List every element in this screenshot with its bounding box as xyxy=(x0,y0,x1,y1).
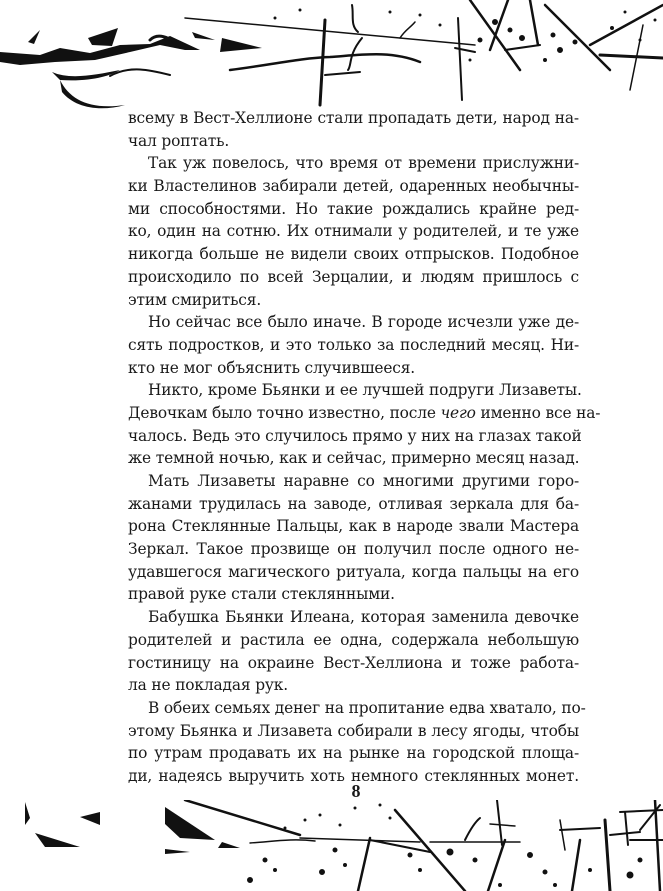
text-line: родителей и растила ее одна, содержала небольшую xyxy=(128,630,579,649)
text-line: Но сейчас все было иначе. В городе исчезли уже де- xyxy=(148,313,579,332)
text-line: происходило по всей Зерцалии, и людям пришлось с xyxy=(128,267,579,286)
text-line: же темной ночью, как и сейчас, примерно месяц назад. xyxy=(128,449,580,468)
bottom-cracked-glass-ornament xyxy=(0,800,663,891)
text-line: удавшегося магического ритуала, когда пальцы на его xyxy=(128,562,579,581)
text-line: чалось. Ведь это случилось прямо у них на глазах такой xyxy=(128,426,582,445)
text-line: Так уж повелось, что время от времени прислужни- xyxy=(148,154,579,173)
text-line: никогда больше не видели своих отпрысков. Подобное xyxy=(128,245,579,264)
page-number: 8 xyxy=(351,781,361,801)
text-line: В обеих семьях денег на пропитание едва хватало, по- xyxy=(148,698,586,717)
top-cracked-glass-ornament xyxy=(0,0,663,110)
text-line: Зеркал. Такое прозвище он получил после одного не- xyxy=(128,540,579,559)
text-line: по утрам продавать их на рынке на городской площа- xyxy=(128,744,579,763)
text-line: ки Властелинов забирали детей, одаренных необычны- xyxy=(128,177,579,196)
text-line-with-italic: Девочкам было точно известно, после чего именно все на- xyxy=(128,403,601,422)
text-line: всему в Вест-Хеллионе стали пропадать дети, народ на- xyxy=(128,109,579,127)
text-line: этому Бьянка и Лизавета собирали в лесу ягоды, чтобы xyxy=(128,721,579,740)
body-text xyxy=(128,107,601,788)
text-line: рона Стеклянные Пальцы, как в народе звали Мастера xyxy=(128,517,579,536)
text-line: Бабушка Бьянки Илеана, которая заменила девочке xyxy=(148,608,579,627)
text-line: ди, надеясь выручить хоть немного стеклянных монет. xyxy=(128,766,579,785)
italic-emphasis: чего xyxy=(440,403,476,422)
text-line: ко, один на сотню. Их отнимали у родителей, и те уже xyxy=(128,222,579,241)
text-line: ми способностями. Но такие рождались крайне ред- xyxy=(128,199,579,218)
text-line: ла не покладая рук. xyxy=(128,676,289,695)
text-line: гостиницу на окраине Вест-Хеллиона и тоже работа- xyxy=(128,653,579,672)
text-line: правой руке стали стеклянными. xyxy=(128,585,395,604)
text-line: Никто, кроме Бьянки и ее лучшей подруги Лизаветы. xyxy=(148,381,582,400)
text-line: Мать Лизаветы наравне со многими другими горо- xyxy=(148,472,579,490)
text-line: сять подростков, и это только за последний месяц. Ни- xyxy=(128,335,579,354)
text-line: жанами трудилась на заводе, отливая зеркала для ба- xyxy=(128,494,579,513)
text-line: чал роптать. xyxy=(128,131,230,150)
text-line: кто не мог объяснить случившееся. xyxy=(128,358,416,377)
text-line: этим смириться. xyxy=(128,290,262,309)
